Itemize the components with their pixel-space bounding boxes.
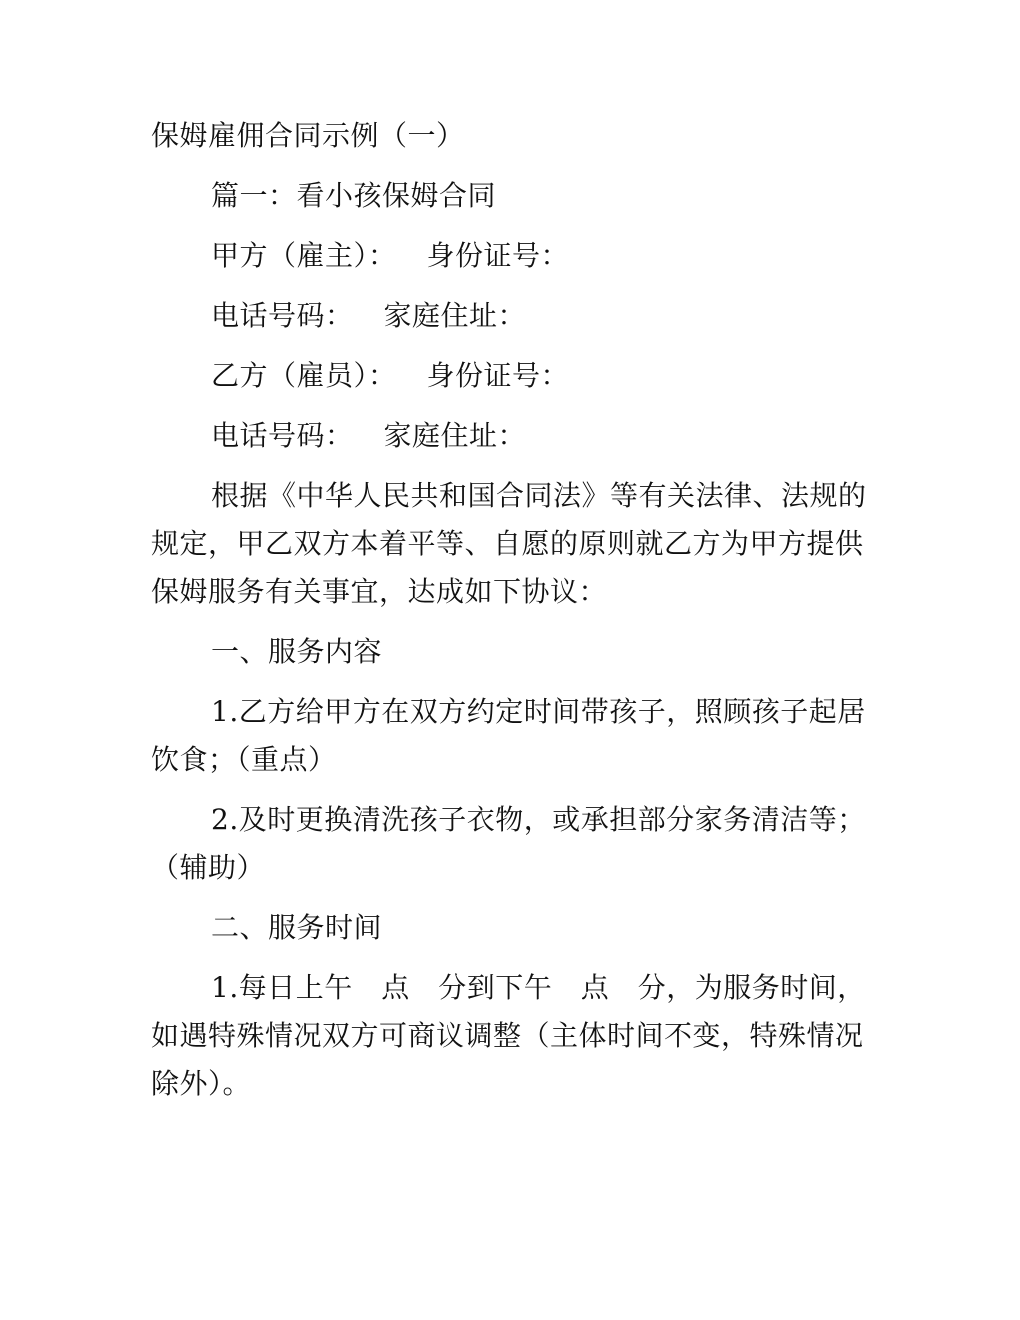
party-b-line bbox=[151, 352, 876, 400]
party-a-address-label: 家庭住址： bbox=[383, 299, 527, 332]
party-b-phone-label: 电话号码： bbox=[211, 419, 354, 452]
section1-item-1: 1.乙方给甲方在双方约定时间带孩子，照顾孩子起居饮食；（重点） bbox=[151, 695, 866, 776]
document-body bbox=[151, 112, 876, 1120]
party-b-address-label: 家庭住址： bbox=[383, 419, 527, 452]
party-a-phone-label: 电话号码： bbox=[211, 299, 354, 332]
section2-heading: 二、服务时间 bbox=[211, 911, 383, 944]
party-a-label: 甲方（雇主）： bbox=[211, 239, 397, 272]
section1-item-2: 2.及时更换清洗孩子衣物，或承担部分家务清洁等；（辅助） bbox=[151, 803, 866, 884]
preamble-paragraph: 根据《中华人民共和国合同法》等有关法律、法规的规定，甲乙双方本着平等、自愿的原则就乙方为甲方提供保姆服务有关事宜，达成如下协议： bbox=[151, 479, 867, 608]
section2-item-1: 1.每日上午 点 分到下午 点 分，为服务时间，如遇特殊情况双方可商议调整（主体时间不变，特殊情况除外）。 bbox=[151, 971, 866, 1100]
party-a-line bbox=[151, 232, 876, 280]
document-title: 保姆雇佣合同示例（一） bbox=[151, 119, 465, 152]
party-b-contact-line bbox=[151, 412, 876, 460]
party-a-id-label: 身份证号： bbox=[426, 239, 570, 272]
party-a-contact-line bbox=[151, 292, 876, 340]
document-subtitle: 篇一：看小孩保姆合同 bbox=[211, 179, 497, 212]
party-b-id-label: 身份证号： bbox=[426, 359, 570, 392]
party-b-label: 乙方（雇员）： bbox=[211, 359, 397, 392]
section1-heading: 一、服务内容 bbox=[211, 635, 383, 668]
